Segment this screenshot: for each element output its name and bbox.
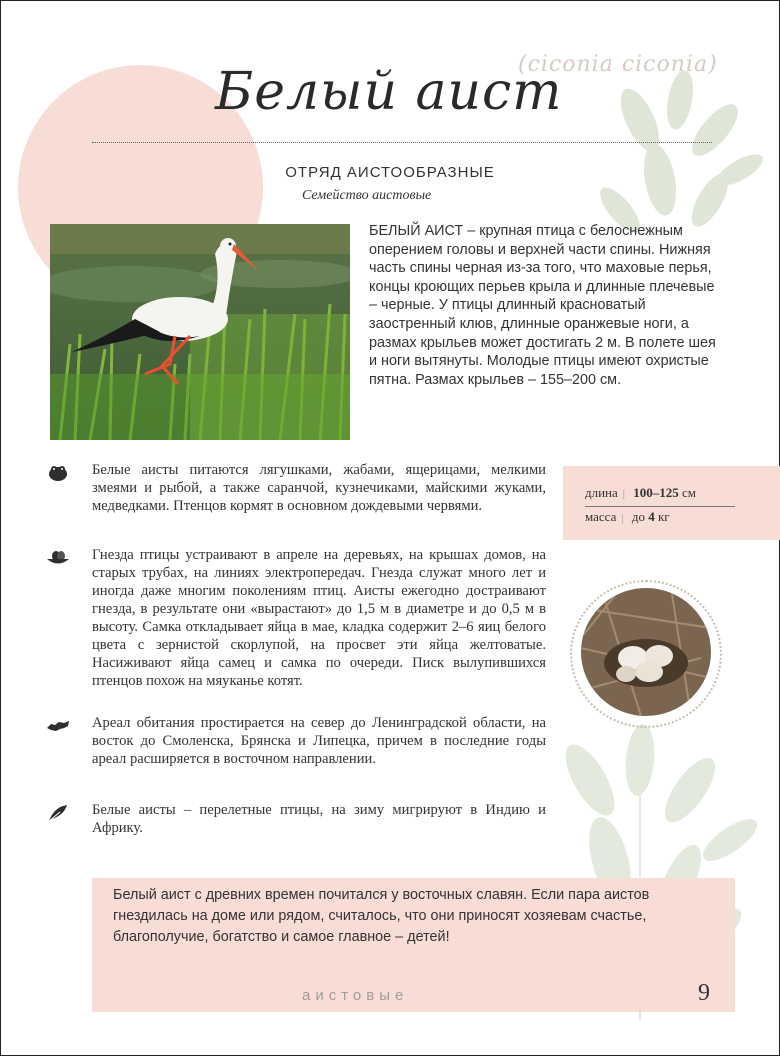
spec-mass-label: масса <box>585 509 617 524</box>
spec-length-unit: см <box>682 485 696 500</box>
bullet-diet <box>46 461 546 515</box>
stork-photo <box>50 224 350 440</box>
spec-mass-prefix: до <box>631 509 645 524</box>
bullet-migration <box>46 801 546 837</box>
family-label: Семейство аистовые <box>302 188 432 203</box>
latin-name: (ciconia ciconia) <box>518 52 718 77</box>
title-divider <box>92 142 712 143</box>
intro-lead: БЕЛЫЙ АИСТ <box>369 223 464 239</box>
spec-mass-value: 4 <box>648 509 655 524</box>
food-icon <box>46 463 70 483</box>
fact-note-text: Белый аист с древних времен почитался у восточных славян. Если пара аистов гнездилась на доме или рядом, считалось, что они приносят хозяевам счастье, благополучие, богатство и самое главное – детей! <box>113 887 650 945</box>
eggs-photo-frame <box>570 580 722 728</box>
spec-length <box>585 485 696 501</box>
feather-icon <box>46 803 70 823</box>
spec-length-value: 100–125 <box>633 485 679 500</box>
bullet-nest <box>46 546 546 690</box>
order-text: ОТРЯД АИСТООБРАЗНЫЕ <box>285 164 495 181</box>
specs-box <box>563 466 780 540</box>
eggs-photo <box>581 588 711 716</box>
spec-divider <box>585 506 735 507</box>
bullet-range <box>46 714 546 768</box>
spec-length-label: длина <box>585 485 618 500</box>
range-map-icon <box>46 716 70 736</box>
intro-text: – крупная птица с белоснежным оперением головы и верхней части спины. Нижняя часть спины черная из-за того, что маховые перья, концы кроющих перьев крыла и длинные плечевые – черные. У птицы длинный красноватый заостренный клюв, длинные оранжевые ноги, а размах крыльев может достигать 2 м. В полете шея и ноги вытянуты. Молодые птицы имеют охристые пятна. Размах крыльев – 155–200 см. <box>369 223 716 388</box>
bullet-text: Ареал обитания простирается на север до Ленинградской области, на восток до Смоленска, Брянска и Липецка, причем в последние годы ареал расширяется в восточном направлении. <box>92 715 546 767</box>
section-footer-label: аистовые <box>302 987 409 1004</box>
page-number: 9 <box>698 980 710 1006</box>
spec-mass-unit: кг <box>657 509 670 524</box>
bullet-text: Белые аисты – перелетные птицы, на зиму мигрируют в Индию и Африку. <box>92 802 546 836</box>
spec-mass <box>585 509 670 525</box>
spec-separator: | <box>622 488 625 500</box>
nest-icon <box>46 548 70 568</box>
order-label <box>0 164 780 181</box>
intro-paragraph <box>369 222 719 389</box>
bullet-text: Гнезда птицы устраивают в апреле на деревьях, на крышах домов, на старых трубах, на линиях электропередач. Гнезда служат много лет и иногда даже многим поколениям птиц. Аисты ежегодно достраивают гнезда, в результате они «вырастают» до 1,5 м в диаметре и до 0,5 м в высоту. Самка откладывает яйца в мае, кладка содержит 2–6 яиц белого цвета с зернистой скорлупой, на просвет эти яйца желтоватые. Насиживают яйца самец и самка по очереди. Писк вылупившихся птенцов похож на мяуканье котят. <box>92 547 546 689</box>
bullet-text: Белые аисты питаются лягушками, жабами, ящерицами, мелкими змеями и рыбой, а также саранчой, кузнечиками, майскими жуками, медведками. Птенцов кормят в основном дождевыми червями. <box>92 462 546 514</box>
spec-separator: | <box>621 512 624 524</box>
page-title: Белый аист <box>215 62 563 122</box>
